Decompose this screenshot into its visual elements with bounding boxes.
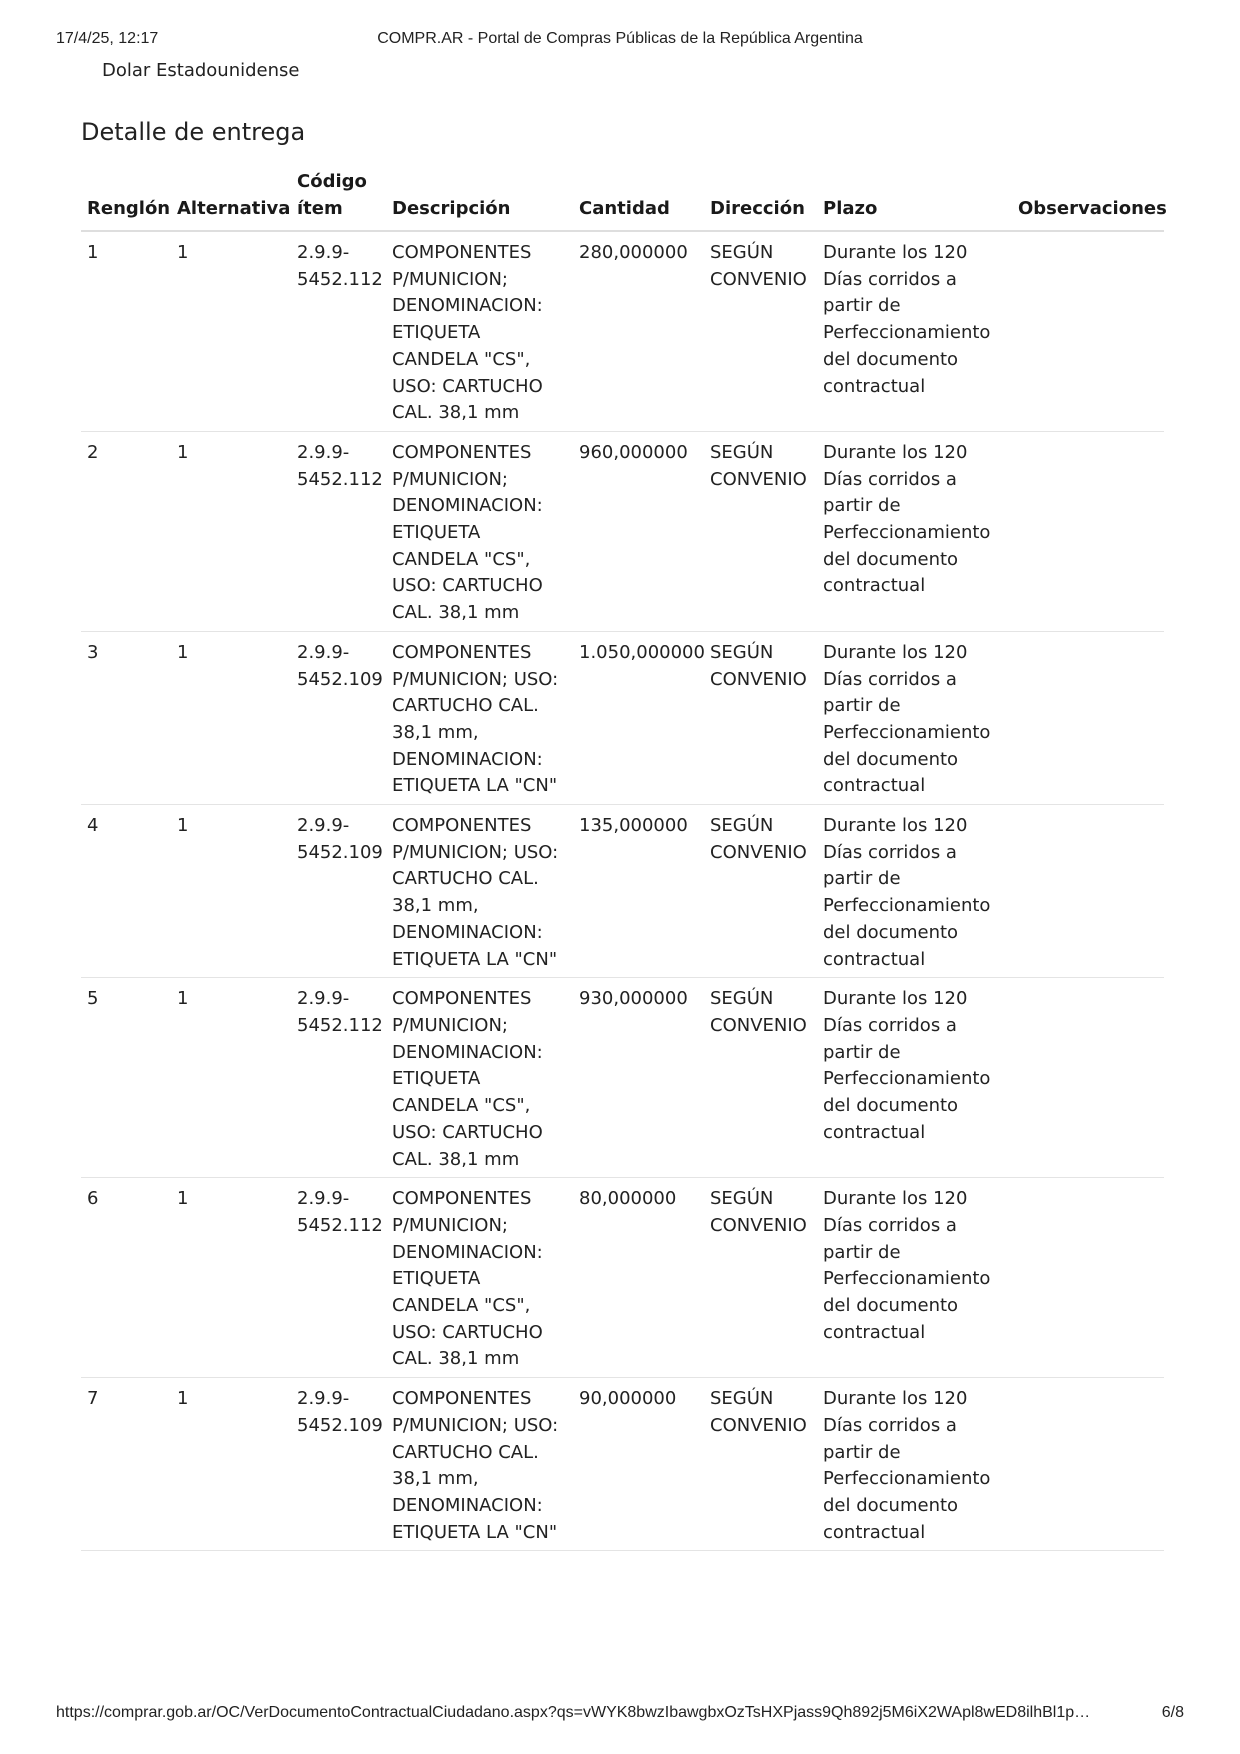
header-alternativa: Alternativa — [171, 162, 291, 231]
header-direccion: Dirección — [704, 162, 817, 231]
cell-renglon: 1 — [81, 231, 171, 431]
cell-cantidad: 80,000000 — [573, 1178, 704, 1378]
cell-plazo: Durante los 120 Días corridos a partir de Perfeccionamiento del documento contractual — [817, 631, 1012, 804]
cell-descripcion: COMPONENTES P/MUNICION; DENOMINACION: ETIQUETA CANDELA "CS", USO: CARTUCHO CAL. 38,1 mm — [386, 978, 573, 1178]
cell-codigo-item: 2.9.9-5452.112 — [291, 1178, 386, 1378]
cell-renglon: 6 — [81, 1178, 171, 1378]
table-row — [81, 631, 1164, 804]
print-page-title: COMPR.AR - Portal de Compras Públicas de la República Argentina — [377, 30, 863, 47]
cell-observaciones — [1012, 805, 1164, 978]
header-observaciones: Observaciones — [1012, 162, 1164, 231]
print-header — [0, 30, 1240, 54]
cell-alternativa: 1 — [171, 1178, 291, 1378]
table-row — [81, 978, 1164, 1178]
cell-observaciones — [1012, 231, 1164, 431]
cell-direccion: SEGÚN CONVENIO — [704, 1178, 817, 1378]
delivery-detail-table — [81, 162, 1167, 1551]
table-body — [81, 231, 1164, 1551]
cell-alternativa: 1 — [171, 1378, 291, 1551]
print-datetime: 17/4/25, 12:17 — [56, 30, 159, 47]
cell-renglon: 7 — [81, 1378, 171, 1551]
section-title: Detalle de entrega — [81, 118, 306, 146]
cell-direccion: SEGÚN CONVENIO — [704, 631, 817, 804]
cell-alternativa: 1 — [171, 231, 291, 431]
cell-cantidad: 960,000000 — [573, 431, 704, 631]
cell-renglon: 2 — [81, 431, 171, 631]
cell-direccion: SEGÚN CONVENIO — [704, 978, 817, 1178]
cell-observaciones — [1012, 1178, 1164, 1378]
cell-direccion: SEGÚN CONVENIO — [704, 431, 817, 631]
cell-direccion: SEGÚN CONVENIO — [704, 231, 817, 431]
header-codigo-item: Código ítem — [291, 162, 386, 231]
page-url: https://comprar.gob.ar/OC/VerDocumentoContractualCiudadano.aspx?qs=vWYK8bwzIbawgbxOzTsHXPjass9Qh892j5M6iX2WApl8wED8ilhBl1p… — [56, 1704, 1091, 1721]
header-cantidad: Cantidad — [573, 162, 704, 231]
print-footer — [0, 1704, 1240, 1728]
cell-codigo-item: 2.9.9-5452.109 — [291, 1378, 386, 1551]
header-renglon: Renglón — [81, 162, 171, 231]
cell-codigo-item: 2.9.9-5452.112 — [291, 431, 386, 631]
cell-direccion: SEGÚN CONVENIO — [704, 1378, 817, 1551]
cell-cantidad: 1.050,000000 — [573, 631, 704, 804]
cell-codigo-item: 2.9.9-5452.112 — [291, 978, 386, 1178]
cell-direccion: SEGÚN CONVENIO — [704, 805, 817, 978]
cell-alternativa: 1 — [171, 978, 291, 1178]
header-plazo: Plazo — [817, 162, 1012, 231]
cell-plazo: Durante los 120 Días corridos a partir de Perfeccionamiento del documento contractual — [817, 431, 1012, 631]
cell-descripcion: COMPONENTES P/MUNICION; USO: CARTUCHO CAL. 38,1 mm, DENOMINACION: ETIQUETA LA "CN" — [386, 1378, 573, 1551]
table-row — [81, 1378, 1164, 1551]
table-row — [81, 231, 1164, 431]
table-header-row — [81, 162, 1164, 231]
table-header — [81, 162, 1167, 231]
cell-plazo: Durante los 120 Días corridos a partir de Perfeccionamiento del documento contractual — [817, 805, 1012, 978]
cell-alternativa: 1 — [171, 431, 291, 631]
cell-plazo: Durante los 120 Días corridos a partir de Perfeccionamiento del documento contractual — [817, 231, 1012, 431]
table-row — [81, 805, 1164, 978]
page-number: 6/8 — [1161, 1704, 1184, 1721]
cell-observaciones — [1012, 431, 1164, 631]
cell-renglon: 3 — [81, 631, 171, 804]
cell-alternativa: 1 — [171, 805, 291, 978]
cell-plazo: Durante los 120 Días corridos a partir de Perfeccionamiento del documento contractual — [817, 978, 1012, 1178]
cell-codigo-item: 2.9.9-5452.112 — [291, 231, 386, 431]
cell-cantidad: 280,000000 — [573, 231, 704, 431]
cell-plazo: Durante los 120 Días corridos a partir de Perfeccionamiento del documento contractual — [817, 1378, 1012, 1551]
cell-observaciones — [1012, 978, 1164, 1178]
cell-observaciones — [1012, 1378, 1164, 1551]
cell-descripcion: COMPONENTES P/MUNICION; DENOMINACION: ETIQUETA CANDELA "CS", USO: CARTUCHO CAL. 38,1 mm — [386, 231, 573, 431]
cell-descripcion: COMPONENTES P/MUNICION; USO: CARTUCHO CAL. 38,1 mm, DENOMINACION: ETIQUETA LA "CN" — [386, 805, 573, 978]
cell-codigo-item: 2.9.9-5452.109 — [291, 631, 386, 804]
cell-plazo: Durante los 120 Días corridos a partir de Perfeccionamiento del documento contractual — [817, 1178, 1012, 1378]
cell-observaciones — [1012, 631, 1164, 804]
cell-descripcion: COMPONENTES P/MUNICION; USO: CARTUCHO CAL. 38,1 mm, DENOMINACION: ETIQUETA LA "CN" — [386, 631, 573, 804]
header-descripcion: Descripción — [386, 162, 573, 231]
cell-cantidad: 930,000000 — [573, 978, 704, 1178]
cell-cantidad: 135,000000 — [573, 805, 704, 978]
currency-label: Dolar Estadounidense — [102, 60, 300, 81]
cell-descripcion: COMPONENTES P/MUNICION; DENOMINACION: ETIQUETA CANDELA "CS", USO: CARTUCHO CAL. 38,1 mm — [386, 1178, 573, 1378]
cell-alternativa: 1 — [171, 631, 291, 804]
cell-codigo-item: 2.9.9-5452.109 — [291, 805, 386, 978]
cell-renglon: 5 — [81, 978, 171, 1178]
table-row — [81, 1178, 1164, 1378]
cell-cantidad: 90,000000 — [573, 1378, 704, 1551]
cell-renglon: 4 — [81, 805, 171, 978]
cell-descripcion: COMPONENTES P/MUNICION; DENOMINACION: ETIQUETA CANDELA "CS", USO: CARTUCHO CAL. 38,1 mm — [386, 431, 573, 631]
table-row — [81, 431, 1164, 631]
